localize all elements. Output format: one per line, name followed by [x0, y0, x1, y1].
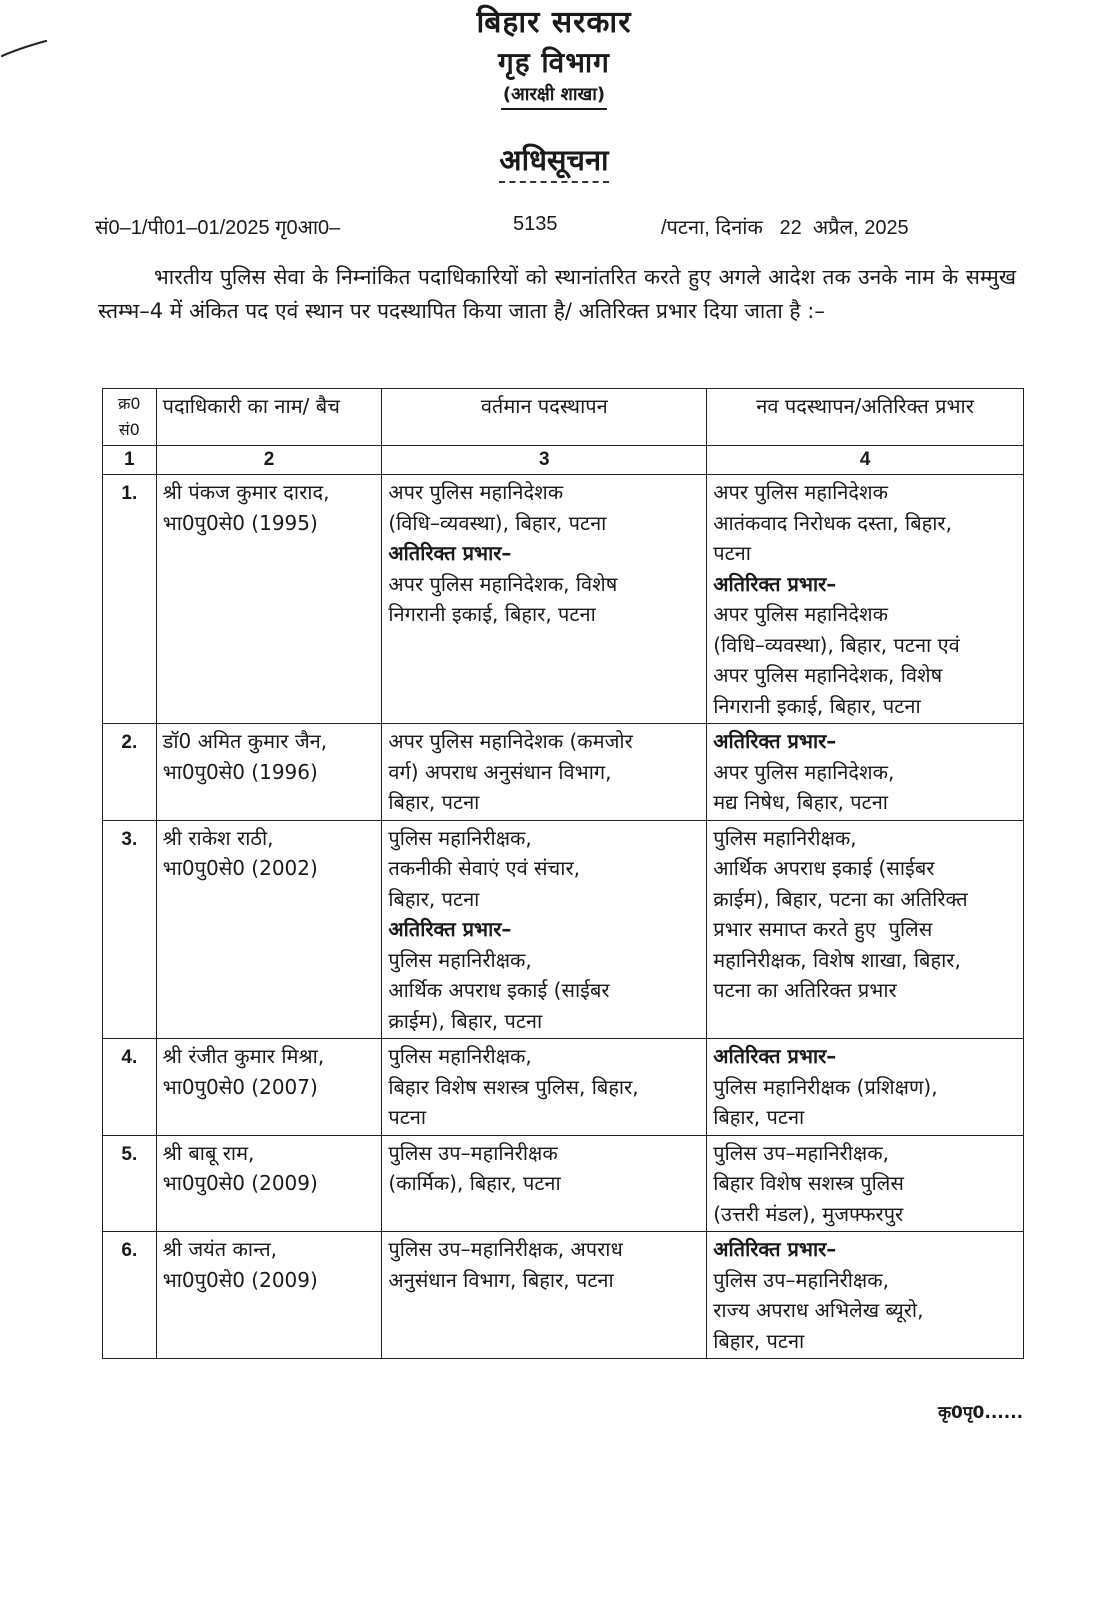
- posting-line: बिहार, पटना: [388, 886, 480, 911]
- new-posting-cell: [707, 1135, 1024, 1232]
- posting-line: पुलिस महानिरीक्षक,: [388, 825, 532, 850]
- officer-name-cell: [156, 1039, 382, 1136]
- posting-line: आर्थिक अपराध इकाई (साईबर: [713, 856, 935, 880]
- serial-number: 2.: [103, 724, 157, 821]
- new-posting-cell: [707, 475, 1024, 724]
- officer-name: श्री राकेश राठी,: [162, 825, 274, 850]
- officer-name-cell: [156, 475, 382, 724]
- officer-batch: भा0पु0से0 (2002): [162, 856, 318, 880]
- header-serial: क्र0 सं0: [103, 389, 157, 446]
- header-current-posting: वर्तमान पदस्थापन: [382, 389, 707, 446]
- posting-line: (विधि–व्यवस्था), बिहार, पटना एवं: [713, 632, 960, 657]
- table-body: [103, 475, 1024, 1359]
- officer-batch: भा0पु0से0 (1995): [162, 510, 318, 535]
- posting-line: अपर पुलिस महानिदेशक (कमजोर: [388, 729, 633, 753]
- officer-name: डॉ0 अमित कुमार जैन,: [162, 729, 328, 753]
- notice-title: अधिसूचना: [499, 140, 608, 183]
- government-name: बिहार सरकार: [476, 5, 632, 40]
- reference-line: [95, 213, 1015, 247]
- posting-line: पटना का अतिरिक्त प्रभार: [713, 978, 897, 1002]
- header-new-posting: नव पदस्थापन/अतिरिक्त प्रभार: [707, 389, 1024, 446]
- officer-name-cell: [156, 820, 382, 1039]
- posting-line: क्राईम), बिहार, पटना: [388, 1008, 543, 1033]
- officer-name: श्री रंजीत कुमार मिश्रा,: [162, 1044, 325, 1068]
- new-posting-cell: [707, 1232, 1024, 1359]
- posting-line: बिहार, पटना: [713, 1328, 805, 1353]
- new-posting-cell: [707, 724, 1024, 821]
- officer-batch: भा0पु0से0 (2007): [162, 1074, 318, 1099]
- place-and-date: /पटना, दिनांक 22 अप्रैल, 2025: [661, 217, 909, 239]
- posting-line: पुलिस महानिरीक्षक (प्रशिक्षण),: [713, 1074, 938, 1099]
- letterhead: [0, 2, 1108, 110]
- posting-line: अपर पुलिस महानिदेशक: [388, 480, 564, 504]
- posting-line: निगरानी इकाई, बिहार, पटना: [388, 602, 596, 626]
- current-posting-cell: [382, 475, 707, 724]
- posting-line: पुलिस महानिरीक्षक,: [713, 825, 857, 850]
- column-number: 4: [707, 446, 1024, 475]
- posting-line: अपर पुलिस महानिदेशक, विशेष: [388, 571, 618, 596]
- current-posting-cell: [382, 1039, 707, 1136]
- posting-line: पुलिस उप–महानिरीक्षक,: [713, 1267, 889, 1292]
- officer-batch: भा0पु0से0 (2009): [162, 1267, 318, 1292]
- officer-batch: भा0पु0से0 (1996): [162, 759, 318, 784]
- column-number: 3: [382, 446, 707, 475]
- posting-line: वर्ग) अपराध अनुसंधान विभाग,: [388, 759, 612, 784]
- posting-line: पटना: [388, 1105, 427, 1129]
- serial-number: 3.: [103, 820, 157, 1039]
- posting-line: प्रभार समाप्त करते हुए पुलिस: [713, 917, 933, 941]
- posting-line: निगरानी इकाई, बिहार, पटना: [713, 693, 921, 718]
- officer-name: श्री बाबू राम,: [162, 1140, 255, 1165]
- new-posting-cell: [707, 820, 1024, 1039]
- additional-charge-label: अतिरिक्त प्रभार–: [713, 1237, 837, 1261]
- posting-line: बिहार विशेष सशस्त्र पुलिस, बिहार,: [388, 1074, 639, 1099]
- posting-line: बिहार, पटना: [713, 1105, 805, 1129]
- intro-paragraph: [98, 260, 1016, 328]
- serial-number: 4.: [103, 1039, 157, 1136]
- posting-line: आतंकवाद निरोधक दस्ता, बिहार,: [713, 510, 952, 535]
- posting-line: अपर पुलिस महानिदेशक,: [713, 759, 895, 784]
- current-posting-cell: [382, 820, 707, 1039]
- continued-overleaf: कृ0पृ0......: [938, 1403, 1024, 1423]
- current-posting-cell: [382, 724, 707, 821]
- posting-line: पुलिस महानिरीक्षक,: [388, 947, 532, 972]
- posting-line: बिहार विशेष सशस्त्र पुलिस: [713, 1171, 904, 1195]
- reference-number: सं0–1/पी01–01/2025 गृ0आ0–: [95, 217, 341, 239]
- notice-heading: [0, 140, 1108, 183]
- additional-charge-label: अतिरिक्त प्रभार–: [713, 1044, 837, 1068]
- officer-name-cell: [156, 724, 382, 821]
- posting-line: क्राईम), बिहार, पटना का अतिरिक्त: [713, 886, 968, 911]
- posting-line: महानिरीक्षक, विशेष शाखा, बिहार,: [713, 947, 961, 972]
- officer-name: श्री जयंत कान्त,: [162, 1237, 277, 1261]
- serial-number: 6.: [103, 1232, 157, 1359]
- posting-line: तकनीकी सेवाएं एवं संचार,: [388, 856, 580, 880]
- posting-line: मद्य निषेध, बिहार, पटना: [713, 790, 888, 814]
- current-posting-cell: [382, 1135, 707, 1232]
- serial-number: 5.: [103, 1135, 157, 1232]
- posting-line: पुलिस उप–महानिरीक्षक, अपराध: [388, 1237, 623, 1261]
- branch-name: (आरक्षी शाखा): [501, 82, 607, 110]
- posting-line: पुलिस उप–महानिरीक्षक,: [713, 1140, 889, 1165]
- officer-name-cell: [156, 1135, 382, 1232]
- notification-number: 5135: [513, 213, 558, 235]
- posting-table: [102, 388, 1024, 1359]
- posting-line: पटना: [713, 541, 751, 565]
- table-row: [103, 1232, 1024, 1359]
- new-posting-cell: [707, 1039, 1024, 1136]
- posting-line: (उत्तरी मंडल), मुजफ्फरपुर: [713, 1201, 904, 1226]
- current-posting-cell: [382, 1232, 707, 1359]
- table-row: [103, 820, 1024, 1039]
- table-row: [103, 1135, 1024, 1232]
- officer-name: श्री पंकज कुमार दाराद,: [162, 480, 330, 504]
- additional-charge-label: अतिरिक्त प्रभार–: [713, 729, 837, 753]
- posting-line: अनुसंधान विभाग, बिहार, पटना: [388, 1267, 614, 1292]
- serial-number: 1.: [103, 475, 157, 724]
- column-number: 1: [103, 446, 157, 475]
- additional-charge-label: अतिरिक्त प्रभार–: [713, 571, 837, 596]
- intro-text: भारतीय पुलिस सेवा के निम्नांकित पदाधिकारियों को स्थानांतरित करते हुए अगले आदेश तक उनके नाम के सम्मुख स्तम्भ–4 में अंकित पद एवं स्थान पर पदस्थापित किया जाता है/ अतिरिक्त प्रभार दिया जाता है :–: [98, 265, 1016, 323]
- posting-line: बिहार, पटना: [388, 790, 480, 814]
- posting-line: (विधि–व्यवस्था), बिहार, पटना: [388, 510, 607, 535]
- posting-line: आर्थिक अपराध इकाई (साईबर: [388, 978, 610, 1002]
- table-row: [103, 475, 1024, 724]
- column-number: 2: [156, 446, 382, 475]
- additional-charge-label: अतिरिक्त प्रभार–: [388, 917, 512, 941]
- department-name: गृह विभाग: [498, 46, 610, 79]
- additional-charge-label: अतिरिक्त प्रभार–: [388, 541, 512, 565]
- column-number-row: [103, 446, 1024, 475]
- officer-batch: भा0पु0से0 (2009): [162, 1171, 318, 1195]
- posting-line: अपर पुलिस महानिदेशक: [713, 480, 888, 504]
- posting-line: अपर पुलिस महानिदेशक, विशेष: [713, 663, 943, 687]
- posting-line: राज्य अपराध अभिलेख ब्यूरो,: [713, 1298, 924, 1322]
- header-officer-name: पदाधिकारी का नाम/ बैच: [156, 389, 382, 446]
- posting-line: अपर पुलिस महानिदेशक: [713, 602, 888, 626]
- table-row: [103, 1039, 1024, 1136]
- table-header-row: [103, 389, 1024, 446]
- officer-name-cell: [156, 1232, 382, 1359]
- table-row: [103, 724, 1024, 821]
- posting-line: पुलिस महानिरीक्षक,: [388, 1044, 532, 1068]
- posting-line: (कार्मिक), बिहार, पटना: [388, 1171, 561, 1195]
- posting-line: पुलिस उप–महानिरीक्षक: [388, 1140, 558, 1165]
